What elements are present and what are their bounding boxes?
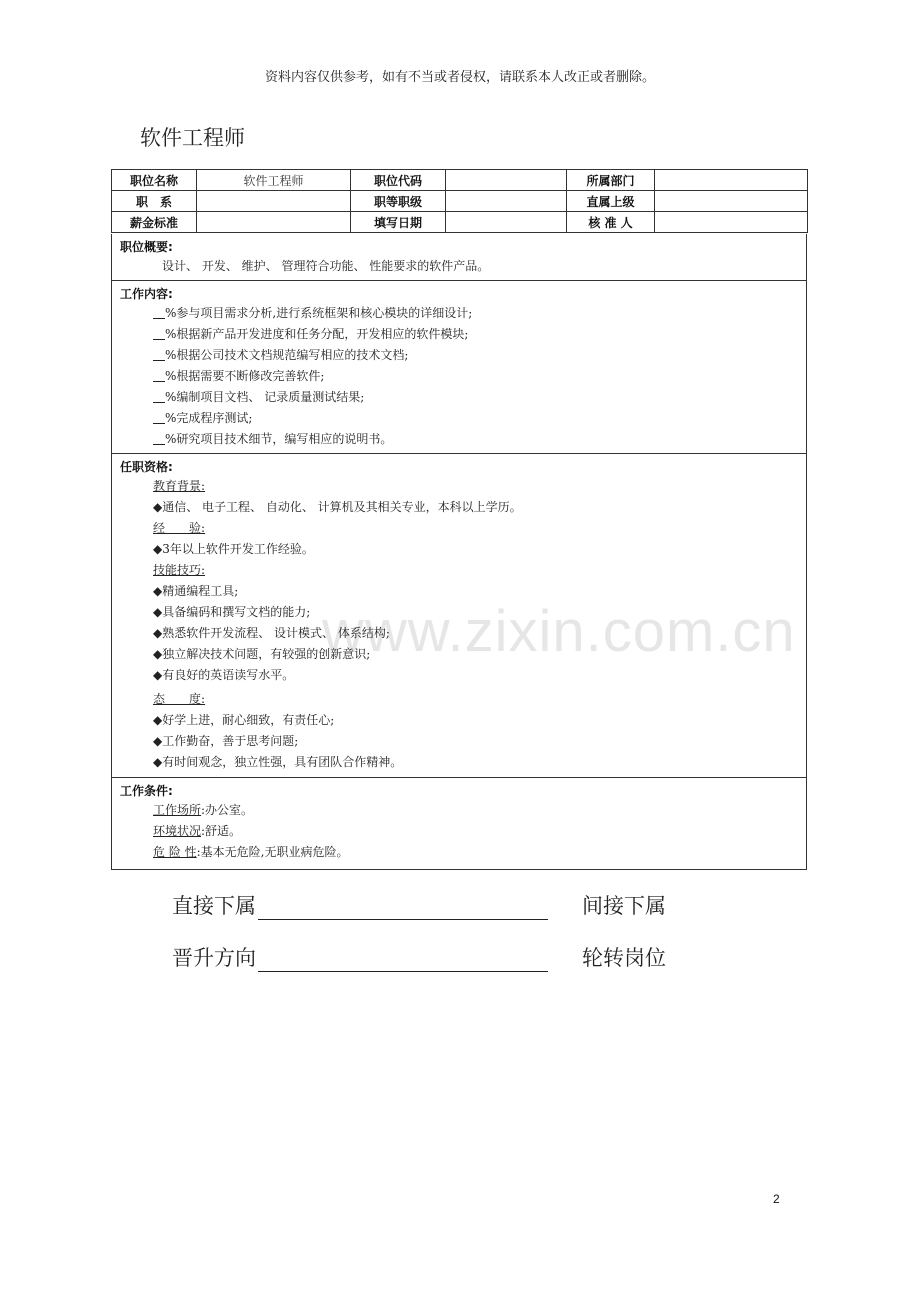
value-job-family — [197, 191, 351, 212]
list-item: ◆3年以上软件开发工作经验。 — [153, 542, 314, 556]
label-job-family: 职 系 — [112, 191, 197, 212]
watermark: www.zixin.com.cn — [322, 599, 796, 664]
list-item: %根据公司技术文档规范编写相应的技术文档; — [120, 345, 798, 366]
value-approver — [655, 212, 808, 233]
direct-subordinate-blank — [258, 895, 548, 920]
value-supervisor — [655, 191, 808, 212]
label-position-code: 职位代码 — [351, 170, 446, 191]
label-department: 所属部门 — [567, 170, 655, 191]
label-grade: 职等职级 — [351, 191, 446, 212]
header-disclaimer: 资料内容仅供参考，如有不当或者侵权，请联系本人改正或者删除。 — [264, 70, 655, 85]
list-item: ◆工作勤奋，善于思考问题; — [153, 734, 299, 748]
indirect-subordinate-label: 间接下属 — [582, 894, 666, 918]
qualifications-title: 任职资格: — [120, 460, 173, 474]
label-fill-date: 填写日期 — [351, 212, 446, 233]
attitude-label: 态 度: — [153, 692, 206, 706]
value-position-name: 软件工程师 — [197, 170, 351, 191]
value-department — [655, 170, 808, 191]
list-item: %根据新产品开发进度和任务分配，开发相应的软件模块; — [120, 324, 798, 345]
experience-label: 经 验: — [153, 521, 206, 535]
work-conditions-title: 工作条件: — [120, 784, 173, 798]
list-item: ◆通信、 电子工程、 自动化、 计算机及其相关专业，本科以上学历。 — [153, 500, 522, 514]
list-item: %完成程序测试; — [120, 408, 798, 429]
table-row — [112, 212, 808, 233]
blank-field — [153, 432, 165, 445]
list-item: ◆有时间观念，独立性强，具有团队合作精神。 — [153, 755, 403, 769]
list-item: ◆独立解决技术问题，有较强的创新意识; — [153, 647, 371, 661]
job-info-table — [111, 169, 808, 233]
label-approver: 核 准 人 — [567, 212, 655, 233]
value-position-code — [446, 170, 567, 191]
overview-title: 职位概要: — [120, 240, 173, 254]
list-item: 环境状况:舒适。 — [153, 824, 242, 838]
overview-text: 设计、 开发、 维护、 管理符合功能、 性能要求的软件产品。 — [162, 259, 490, 273]
list-item: %研究项目技术细节，编写相应的说明书。 — [120, 429, 798, 450]
table-row — [112, 170, 808, 191]
work-content-section — [111, 281, 807, 454]
overview-section — [111, 234, 807, 281]
blank-field — [153, 306, 165, 319]
table-row — [112, 191, 808, 212]
label-salary: 薪金标准 — [112, 212, 197, 233]
list-item: %根据需要不断修改完善软件; — [120, 366, 798, 387]
promotion-label: 晋升方向 — [172, 946, 256, 970]
work-content-title: 工作内容: — [120, 287, 173, 301]
blank-field — [153, 411, 165, 424]
blank-field — [153, 348, 165, 361]
document-title: 软件工程师 — [140, 126, 245, 150]
page-number: 2 — [773, 1192, 780, 1206]
footer-row-subordinates — [172, 890, 666, 920]
label-position-name: 职位名称 — [112, 170, 197, 191]
value-grade — [446, 191, 567, 212]
job-description-sections — [111, 234, 807, 870]
direct-subordinate-label: 直接下属 — [172, 894, 256, 918]
value-fill-date — [446, 212, 567, 233]
skills-label: 技能技巧: — [153, 563, 206, 577]
list-item: 工作场所:办公室。 — [153, 803, 254, 817]
qualifications-section — [111, 454, 807, 778]
list-item: ◆具备编码和撰写文档的能力; — [153, 605, 311, 619]
blank-field — [153, 369, 165, 382]
work-conditions-section — [111, 778, 807, 870]
list-item: %参与项目需求分析,进行系统框架和核心模块的详细设计; — [120, 303, 798, 324]
blank-field — [153, 390, 165, 403]
blank-field — [153, 327, 165, 340]
list-item: ◆好学上进，耐心细致，有责任心; — [153, 713, 335, 727]
list-item: 危 险 性:基本无危险,无职业病危险。 — [153, 845, 349, 859]
label-supervisor: 直属上级 — [567, 191, 655, 212]
list-item: ◆有良好的英语读写水平。 — [153, 668, 295, 682]
footer-row-career — [172, 942, 666, 972]
list-item: ◆熟悉软件开发流程、 设计模式、 体系结构; — [153, 626, 390, 640]
value-salary — [197, 212, 351, 233]
list-item: ◆精通编程工具; — [153, 584, 239, 598]
education-label: 教育背景: — [153, 479, 206, 493]
promotion-blank — [258, 947, 548, 972]
rotation-label: 轮转岗位 — [582, 946, 666, 970]
list-item: %编制项目文档、 记录质量测试结果; — [120, 387, 798, 408]
